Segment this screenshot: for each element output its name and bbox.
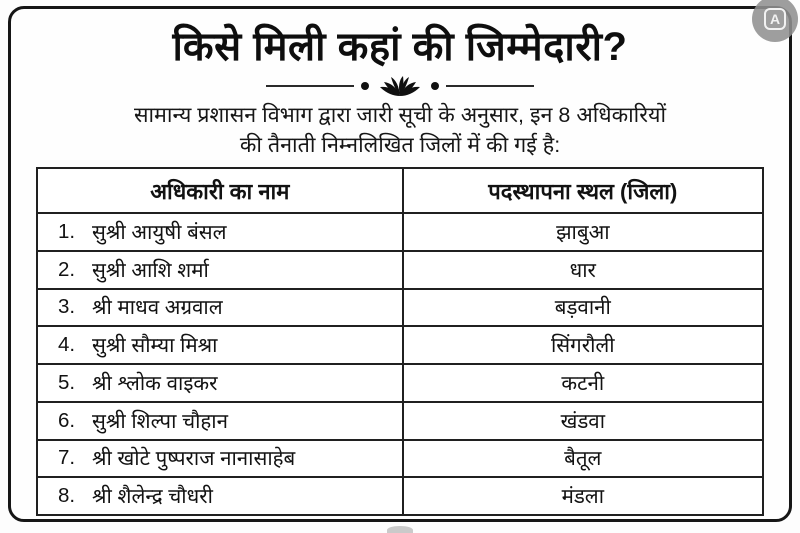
table-row	[38, 363, 762, 401]
table-row	[38, 476, 762, 514]
table-row	[38, 401, 762, 439]
divider-line-left	[266, 85, 354, 87]
officer-number: 7.	[58, 446, 76, 470]
officer-number: 6.	[58, 408, 76, 432]
table-row	[38, 212, 762, 250]
officer-number: 8.	[58, 484, 76, 508]
posting-place: झाबुआ	[556, 220, 610, 244]
officer-name: श्री श्लोक वाइकर	[92, 371, 218, 395]
page-title: किसे मिली कहां की जिम्मेदारी?	[172, 25, 628, 69]
table-row	[38, 250, 762, 288]
posting-place: धार	[569, 258, 596, 282]
infographic-card	[8, 6, 792, 522]
title-divider	[11, 75, 789, 97]
table-header-row	[38, 169, 762, 212]
officer-name: सुश्री आशि शर्मा	[92, 258, 209, 282]
bottom-ornament	[387, 526, 413, 533]
officer-name-cell	[38, 365, 404, 401]
subtitle	[11, 101, 789, 160]
officer-name-cell	[38, 290, 404, 326]
officer-name: सुश्री शिल्पा चौहान	[92, 409, 228, 433]
posting-place: खंडवा	[560, 409, 606, 433]
table-row	[38, 439, 762, 477]
officer-name: श्री माधव अग्रवाल	[92, 296, 223, 320]
officer-name-cell	[38, 441, 404, 477]
officer-name: सुश्री सौम्या मिश्रा	[92, 334, 218, 358]
officer-name-cell	[38, 327, 404, 363]
officer-name-cell	[38, 403, 404, 439]
officials-table	[36, 167, 764, 516]
divider-line-right	[446, 85, 534, 87]
header-posting-place: पदस्थापना स्थल (जिला)	[488, 178, 678, 204]
posting-place: बड़वानी	[554, 296, 611, 320]
officer-name: श्री शैलेन्द्र चौधरी	[92, 485, 213, 509]
divider-leaf-ornament-icon	[376, 75, 424, 97]
officer-name: श्री खोटे पुष्पराज नानासाहेब	[92, 447, 296, 471]
posting-place: मंडला	[561, 485, 605, 509]
officer-name-cell	[38, 214, 404, 250]
subtitle-line-1: सामान्य प्रशासन विभाग द्वारा जारी सूची के अनुसार, इन 8 अधिकारियों	[133, 103, 667, 127]
posting-place: सिंगरौली	[550, 334, 615, 358]
officer-number: 5.	[58, 370, 76, 394]
officer-number: 3.	[58, 295, 76, 319]
officer-number: 1.	[58, 219, 76, 243]
posting-place: कटनी	[561, 371, 605, 395]
officer-number: 2.	[58, 257, 76, 281]
officer-number: 4.	[58, 333, 76, 357]
table-row	[38, 288, 762, 326]
header-officer-name: अधिकारी का नाम	[38, 169, 404, 212]
posting-place: बैतूल	[564, 447, 602, 471]
officer-name-cell	[38, 478, 404, 514]
officer-name: सुश्री आयुषी बंसल	[92, 220, 227, 244]
table-row	[38, 325, 762, 363]
subtitle-line-2: की तैनाती निम्नलिखित जिलों में की गई है:	[239, 132, 561, 157]
divider-dot-left	[361, 82, 369, 90]
officer-name-cell	[38, 252, 404, 288]
watermark-a-icon: A	[764, 8, 786, 30]
divider-dot-right	[431, 82, 439, 90]
